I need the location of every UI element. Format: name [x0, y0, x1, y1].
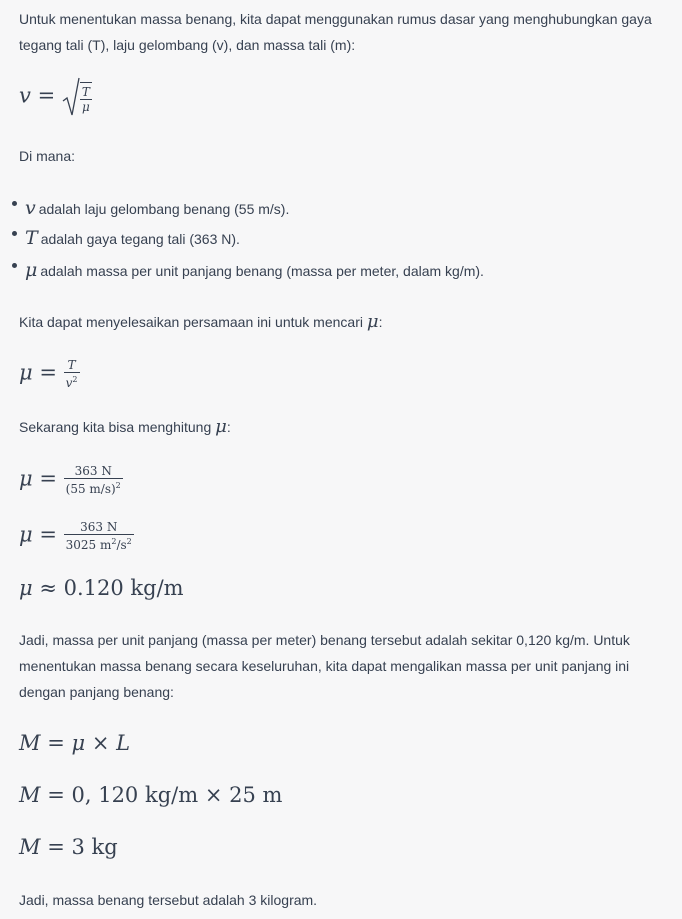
list-item-text: adalah gaya tegang tali (363 N). — [40, 231, 240, 247]
fraction-numerator: 363 N — [74, 464, 112, 478]
formula-mu-definition — [19, 358, 80, 390]
fraction-numerator: T — [67, 358, 76, 372]
compute-colon: : — [226, 419, 231, 435]
formula-mass-result — [19, 835, 118, 859]
formula-lhs: μ — [19, 466, 33, 491]
compute-symbol: μ — [215, 416, 227, 437]
fraction-numerator: T — [81, 85, 90, 99]
exponent: 2 — [111, 537, 117, 546]
formula-mu-result — [19, 576, 184, 600]
where-label: Di mana: — [19, 148, 76, 164]
formula-lhs: M — [19, 731, 41, 755]
list-item-symbol: μ — [25, 259, 38, 281]
list-item-symbol: v — [25, 197, 36, 219]
formula-mass-substitution — [19, 783, 282, 807]
equals-sign: = — [47, 835, 65, 859]
formula-wave-speed — [19, 80, 92, 114]
compute-paragraph — [19, 414, 674, 440]
formula-lhs: M — [19, 835, 41, 859]
formula-mu-substitution — [19, 464, 123, 496]
formula-lhs: μ — [19, 360, 33, 385]
fraction-denominator: v — [65, 376, 73, 390]
list-item-t — [25, 226, 240, 251]
solve-text: Kita dapat menyelesaikan persamaan ini untuk mencari — [19, 314, 363, 330]
times-sign: × — [204, 783, 223, 807]
formula-term-a: 0, 120 kg/m — [71, 783, 199, 807]
fraction-numerator: 363 N — [80, 520, 118, 534]
formula-mu-squared — [19, 520, 134, 552]
fraction-denominator-b: /s — [116, 538, 127, 552]
equals-sign: = — [39, 466, 57, 491]
solve-paragraph — [19, 309, 674, 335]
formula-term-b: L — [116, 731, 131, 755]
fraction-denominator-a: 3025 m — [65, 538, 112, 552]
equals-sign: = — [39, 522, 57, 547]
exponent: 2 — [115, 481, 121, 490]
equals-sign: = — [39, 360, 57, 385]
list-item-v — [25, 196, 289, 221]
approx-sign: ≈ — [39, 576, 57, 600]
solve-colon: : — [378, 314, 383, 330]
formula-lhs: μ — [19, 576, 33, 600]
radical-sign-icon — [62, 77, 80, 117]
list-item-symbol: T — [25, 227, 38, 249]
bullet-dot-icon — [12, 263, 17, 268]
final-paragraph: Jadi, massa benang tersebut adalah 3 kilogram. — [19, 892, 318, 908]
compute-text: Sekarang kita bisa menghitung — [19, 419, 212, 435]
exponent: 2 — [72, 375, 78, 384]
list-item-text: adalah laju gelombang benang (55 m/s). — [38, 201, 290, 217]
formula-mass-general — [19, 731, 130, 755]
bullet-dot-icon — [12, 231, 17, 236]
formula-lhs: v — [19, 83, 31, 108]
times-sign: × — [91, 731, 110, 755]
intro-paragraph: Untuk menentukan massa benang, kita dapat menggunakan rumus dasar yang menghubungkan gaya tegang tali (T), laju gelombang (v), dan massa tali (m): — [19, 11, 652, 53]
equals-sign: = — [37, 83, 56, 108]
formula-lhs: μ — [19, 522, 33, 547]
equals-sign: = — [47, 783, 65, 807]
formula-term-b: 25 m — [229, 783, 283, 807]
solve-symbol: μ — [366, 311, 379, 332]
result-value: 3 kg — [71, 835, 118, 859]
fraction-denominator: (55 m/s) — [65, 482, 116, 496]
bullet-dot-icon — [12, 201, 17, 206]
list-item-text: adalah massa per unit panjang benang (massa per meter, dalam kg/m). — [40, 263, 484, 279]
list-item-mu — [25, 258, 484, 283]
formula-lhs: M — [19, 783, 41, 807]
conclusion-paragraph: Jadi, massa per unit panjang (massa per meter) benang tersebut adalah sekitar 0,120 kg/m. Untuk menentukan massa benang secara keseluruhan, kita dapat mengalikan massa per unit panjang ini dengan panjang benang: — [19, 632, 630, 700]
square-root — [62, 80, 92, 114]
formula-term-a: μ — [71, 731, 86, 755]
fraction-denominator: μ — [80, 99, 92, 114]
equals-sign: = — [47, 731, 65, 755]
exponent: 2 — [126, 537, 132, 546]
result-value: 0.120 kg/m — [63, 576, 184, 600]
